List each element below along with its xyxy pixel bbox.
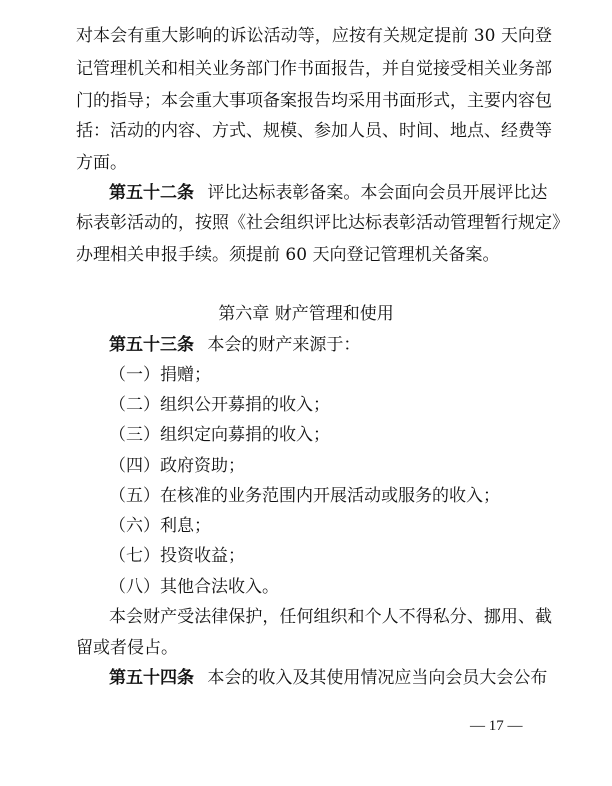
list-item: （四）政府资助； — [109, 456, 245, 476]
list-item: （三）组织定向募捐的收入； — [109, 425, 330, 445]
article-52-label: 第五十二条 — [109, 183, 194, 203]
page-number: — 17 — — [470, 718, 523, 734]
article-52-line-1 — [109, 182, 552, 204]
article-51-line-4: 括：活动的内容、方式、规模、参加人员、时间、地点、经费等 — [76, 121, 552, 141]
article-52-line-3: 办理相关申报手续。须提前 60 天向登记管理机关备案。 — [76, 245, 500, 265]
article-53-line-1 — [109, 334, 360, 356]
article-53-protection-line-1: 本会财产受法律保护，任何组织和个人不得私分、挪用、截 — [109, 607, 552, 627]
list-item: （八）其他合法收入。 — [109, 577, 279, 597]
article-51-line-2: 记管理机关和相关业务部门作书面报告，并自觉接受相关业务部 — [76, 59, 552, 79]
list-item: （二）组织公开募捐的收入； — [109, 395, 330, 415]
article-53-intro: 本会的财产来源于： — [207, 335, 361, 355]
article-53-label: 第五十三条 — [109, 335, 194, 355]
article-51-line-5: 方面。 — [76, 153, 127, 173]
article-54-line-1-text: 本会的收入及其使用情况应当向会员大会公布 — [207, 668, 548, 688]
list-item: （一）捐赠； — [109, 365, 211, 385]
article-52-line-1-text: 评比达标表彰备案。本会面向会员开展评比达 — [207, 183, 548, 203]
article-51-line-3: 门的指导；本会重大事项备案报告均采用书面形式，主要内容包 — [76, 91, 552, 111]
article-54-label: 第五十四条 — [109, 668, 194, 688]
list-item: （七）投资收益； — [109, 546, 245, 566]
article-51-line-1: 对本会有重大影响的诉讼活动等，应按有关规定提前 30 天向登 — [76, 26, 552, 46]
chapter-heading: 第六章 财产管理和使用 — [218, 304, 394, 324]
list-item: （五）在核准的业务范围内开展活动或服务的收入； — [109, 486, 500, 506]
article-53-protection-line-2: 留或者侵占。 — [76, 638, 178, 658]
article-52-line-2: 标表彰活动的，按照《社会组织评比达标表彰活动管理暂行规定》 — [76, 213, 569, 233]
list-item: （六）利息； — [109, 516, 211, 536]
article-54-line-1 — [109, 667, 547, 689]
